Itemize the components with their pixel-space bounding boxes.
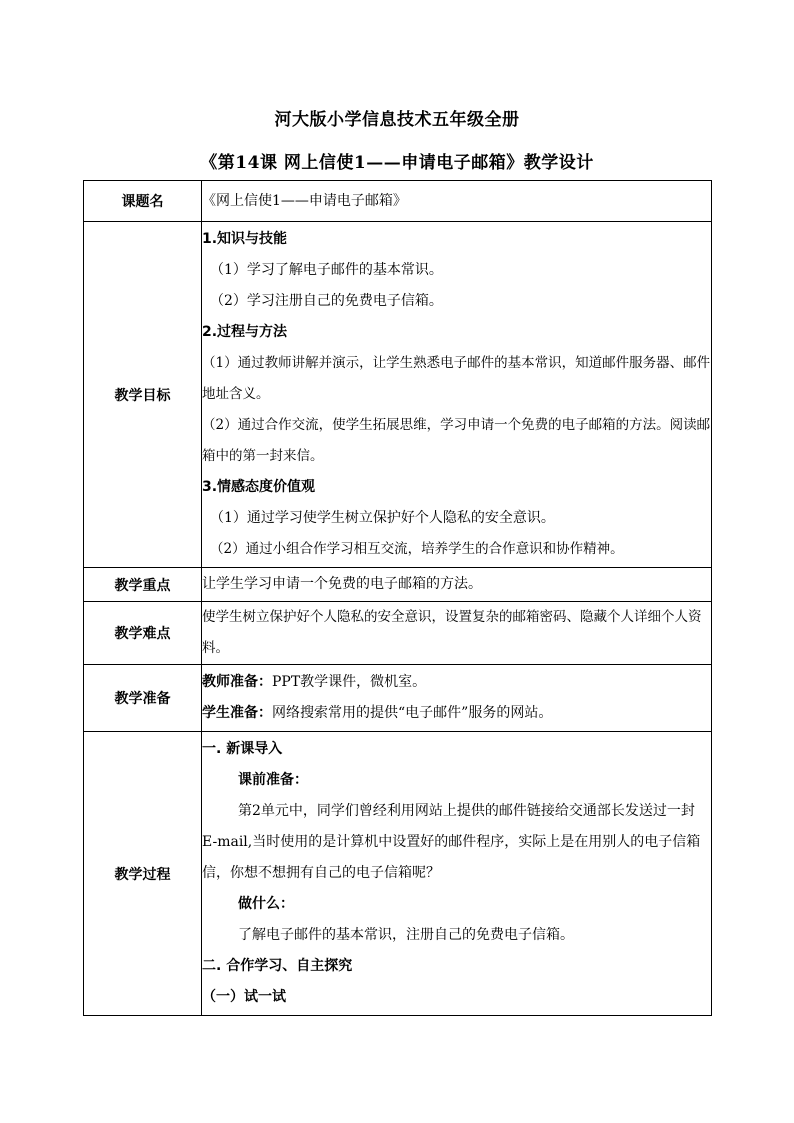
table-row-process <box>84 732 712 1016</box>
preparation-label: 教学准备 <box>84 665 202 732</box>
teacher-preparation <box>202 667 711 698</box>
process-subsection-heading: （一）试一试 <box>202 989 286 1005</box>
process-cell <box>202 732 712 1016</box>
difficulty-label: 教学难点 <box>84 602 202 665</box>
process-section-heading: 二. 合作学习、自主探究 <box>202 958 353 974</box>
goals-heading-3: 3.情感态度价值观 <box>202 479 316 495</box>
key-point-cell <box>202 568 712 602</box>
goals-item: （2）通过合作交流，使学生拓展思维，学习申请一个免费的电子邮箱的方法。阅读邮箱中的第一封来信。 <box>202 417 711 464</box>
key-point-label: 教学重点 <box>84 568 202 602</box>
what-to-do-text: 了解电子邮件的基本常识，注册自己的免费电子信箱。 <box>238 927 574 943</box>
lesson-plan-table <box>83 180 712 1016</box>
topic-label: 课题名 <box>84 181 202 222</box>
difficulty-value: 使学生树立保护好个人隐私的安全意识，设置复杂的邮箱密码、隐藏个人详细个人资料。 <box>202 609 702 656</box>
goals-heading-1: 1.知识与技能 <box>202 231 288 247</box>
table-row-topic <box>84 181 712 222</box>
goals-item: （1）通过学习使学生树立保护好个人隐私的安全意识。 <box>210 510 555 526</box>
student-preparation-value: 网络搜索常用的提供“电子邮件”服务的网站。 <box>272 705 553 721</box>
goals-item: （1）学习了解电子邮件的基本常识。 <box>210 262 443 278</box>
table-row-goals <box>84 222 712 568</box>
table-row-preparation <box>84 665 712 732</box>
goals-label: 教学目标 <box>84 222 202 568</box>
teacher-preparation-value: PPT教学课件，微机室。 <box>272 674 427 690</box>
pre-class-text: 第2单元中，同学们曾经利用网站上提供的邮件链接给交通部长发送过一封 E-mail,当时使用的是计算机中设置好的邮件程序，实际上是在用别人的电子信箱信，你想不想拥有自己的电子信箱呢？ <box>202 803 701 881</box>
document-subtitle: 《第14课 网上信使1——申请电子邮箱》教学设计 <box>200 153 594 173</box>
goals-item: （1）通过教师讲解并演示，让学生熟悉电子邮件的基本常识，知道邮件服务器、邮件地址含义。 <box>202 355 711 402</box>
key-point-value: 让学生学习申请一个免费的电子邮箱的方法。 <box>202 576 482 592</box>
topic-value: 《网上信使1——申请电子邮箱》 <box>202 192 407 209</box>
preparation-cell <box>202 665 712 732</box>
difficulty-cell <box>202 602 712 665</box>
process-section-heading: 一. 新课导入 <box>202 741 283 757</box>
goals-heading-2: 2.过程与方法 <box>202 324 288 340</box>
pre-class-label: 课前准备： <box>238 772 308 788</box>
student-preparation <box>202 698 711 729</box>
table-row-key-point <box>84 568 712 602</box>
goals-item: （2）学习注册自己的免费电子信箱。 <box>210 293 443 309</box>
document-title: 河大版小学信息技术五年级全册 <box>274 110 520 130</box>
what-to-do-label: 做什么： <box>238 896 294 912</box>
process-label: 教学过程 <box>84 732 202 1016</box>
topic-cell <box>202 181 712 222</box>
table-row-difficulty <box>84 602 712 665</box>
student-preparation-label: 学生准备： <box>202 705 272 721</box>
goals-item: （2）通过小组合作学习相互交流，培养学生的合作意识和协作精神。 <box>210 541 624 557</box>
goals-cell <box>202 222 712 568</box>
teacher-preparation-label: 教师准备： <box>202 674 272 690</box>
